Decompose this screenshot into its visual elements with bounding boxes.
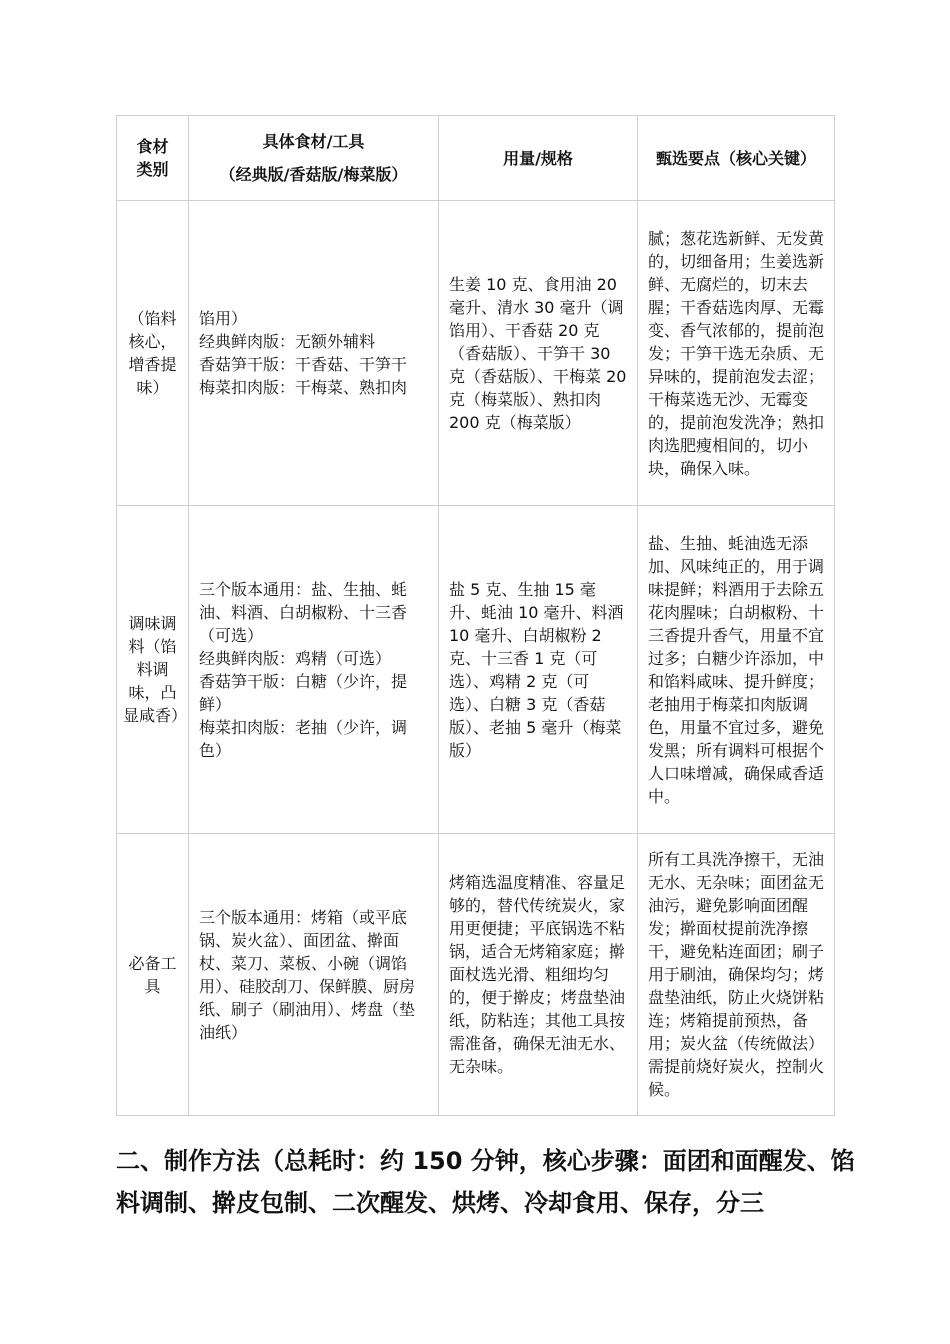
header-items: [189, 116, 439, 201]
item-line: 梅菜扣肉版：老抽（少许，调色）: [199, 717, 408, 760]
item-line: 梅菜扣肉版：干梅菜、熟扣肉: [199, 378, 408, 397]
item-line: 香菇笋干版：干香菇、干笋干: [199, 355, 408, 374]
item-line: 三个版本通用：烤箱（或平底锅、炭火盆）、面团盆、擀面杖、菜刀、菜板、小碗（调馅用）、硅胶刮刀、保鲜膜、厨房纸、刷子（刷油用）、烤盘（垫油纸）: [199, 907, 416, 1042]
row-category: （馅料核心，增香提味）: [117, 201, 189, 506]
item-line: 经典鲜肉版：鸡精（可选）: [199, 648, 392, 668]
ingredients-table: [116, 115, 835, 1116]
header-items-line1: 具体食材/工具: [262, 132, 365, 151]
row-category: 调味调料（馅料调味，凸显咸香）: [117, 506, 189, 834]
table-header-row: [117, 116, 835, 201]
row-tips: 盐、生抽、蚝油选无添加、风味纯正的，用于调味提鲜；料酒用于去除五花肉腥味；白胡椒粉、十三香提升香气，用量不宜过多；白糖少许添加，中和馅料咸味、提升鲜度；老抽用于梅菜扣肉版调色，用量不宜过多，避免发黑；所有调料可根据个人口味增减，确保咸香适中。: [638, 506, 835, 834]
header-category: 食材类别: [117, 116, 189, 201]
row-amount: 生姜 10 克、食用油 20 毫升、清水 30 毫升（调馅用）、干香菇 20 克（香菇版）、干笋干 30 克（香菇版）、干梅菜 20 克（梅菜版）、熟扣肉 200 克（梅菜版）: [439, 201, 638, 506]
row-amount: 盐 5 克、生抽 15 毫升、蚝油 10 毫升、料酒 10 毫升、白胡椒粉 2 克、十三香 1 克（可选）、鸡精 2 克（可选）、白糖 3 克（香菇版）、老抽 5 毫升（梅菜版）: [439, 506, 638, 834]
row-tips: 腻；葱花选新鲜、无发黄的，切细备用；生姜选新鲜、无腐烂的，切末去腥；干香菇选肉厚、无霉变、香气浓郁的，提前泡发；干笋干选无杂质、无异味的，提前泡发去涩；干梅菜选无沙、无霉变的，提前泡发洗净；熟扣肉选肥瘦相间的，切小块，确保入味。: [638, 201, 835, 506]
row-tips: 所有工具洗净擦干，无油无水、无杂味；面团盆无油污，避免影响面团醒发；擀面杖提前洗净擦干，避免粘连面团；刷子用于刷油，确保均匀；烤盘垫油纸，防止火烧饼粘连；烤箱提前预热，备用；炭火盆（传统做法）需提前烧好炭火，控制火候。: [638, 834, 835, 1116]
header-items-line2: （经典版/香菇版/梅菜版）: [219, 165, 408, 184]
row-items: [189, 201, 439, 506]
row-category: 必备工具: [117, 834, 189, 1116]
table-row: [117, 834, 835, 1116]
item-line: 经典鲜肉版：无额外辅料: [199, 332, 376, 351]
item-line: 三个版本通用：盐、生抽、蚝油、料酒、白胡椒粉、十三香（可选）: [199, 579, 408, 645]
header-amount: 用量/规格: [439, 116, 638, 201]
table-row: [117, 506, 835, 834]
header-tips: 甄选要点（核心关键）: [638, 116, 835, 201]
item-line: 馅用）: [199, 309, 248, 328]
table-row: [117, 201, 835, 506]
row-amount: 烤箱选温度精准、容量足够的，替代传统炭火，家用更便捷；平底锅选不粘锅，适合无烤箱家庭；擀面杖选光滑、粗细均匀的，便于擀皮；烤盘垫油纸，防粘连；其他工具按需准备，确保无油无水、无杂味。: [439, 834, 638, 1116]
row-items: [189, 506, 439, 834]
row-items: [189, 834, 439, 1116]
item-line: 香菇笋干版：白糖（少许，提鲜）: [199, 671, 408, 714]
section-heading: 二、制作方法（总耗时：约 150 分钟，核心步骤：面团和面醒发、馅料调制、擀皮包制、二次醒发、烘烤、冷却食用、保存，分三: [116, 1147, 855, 1217]
